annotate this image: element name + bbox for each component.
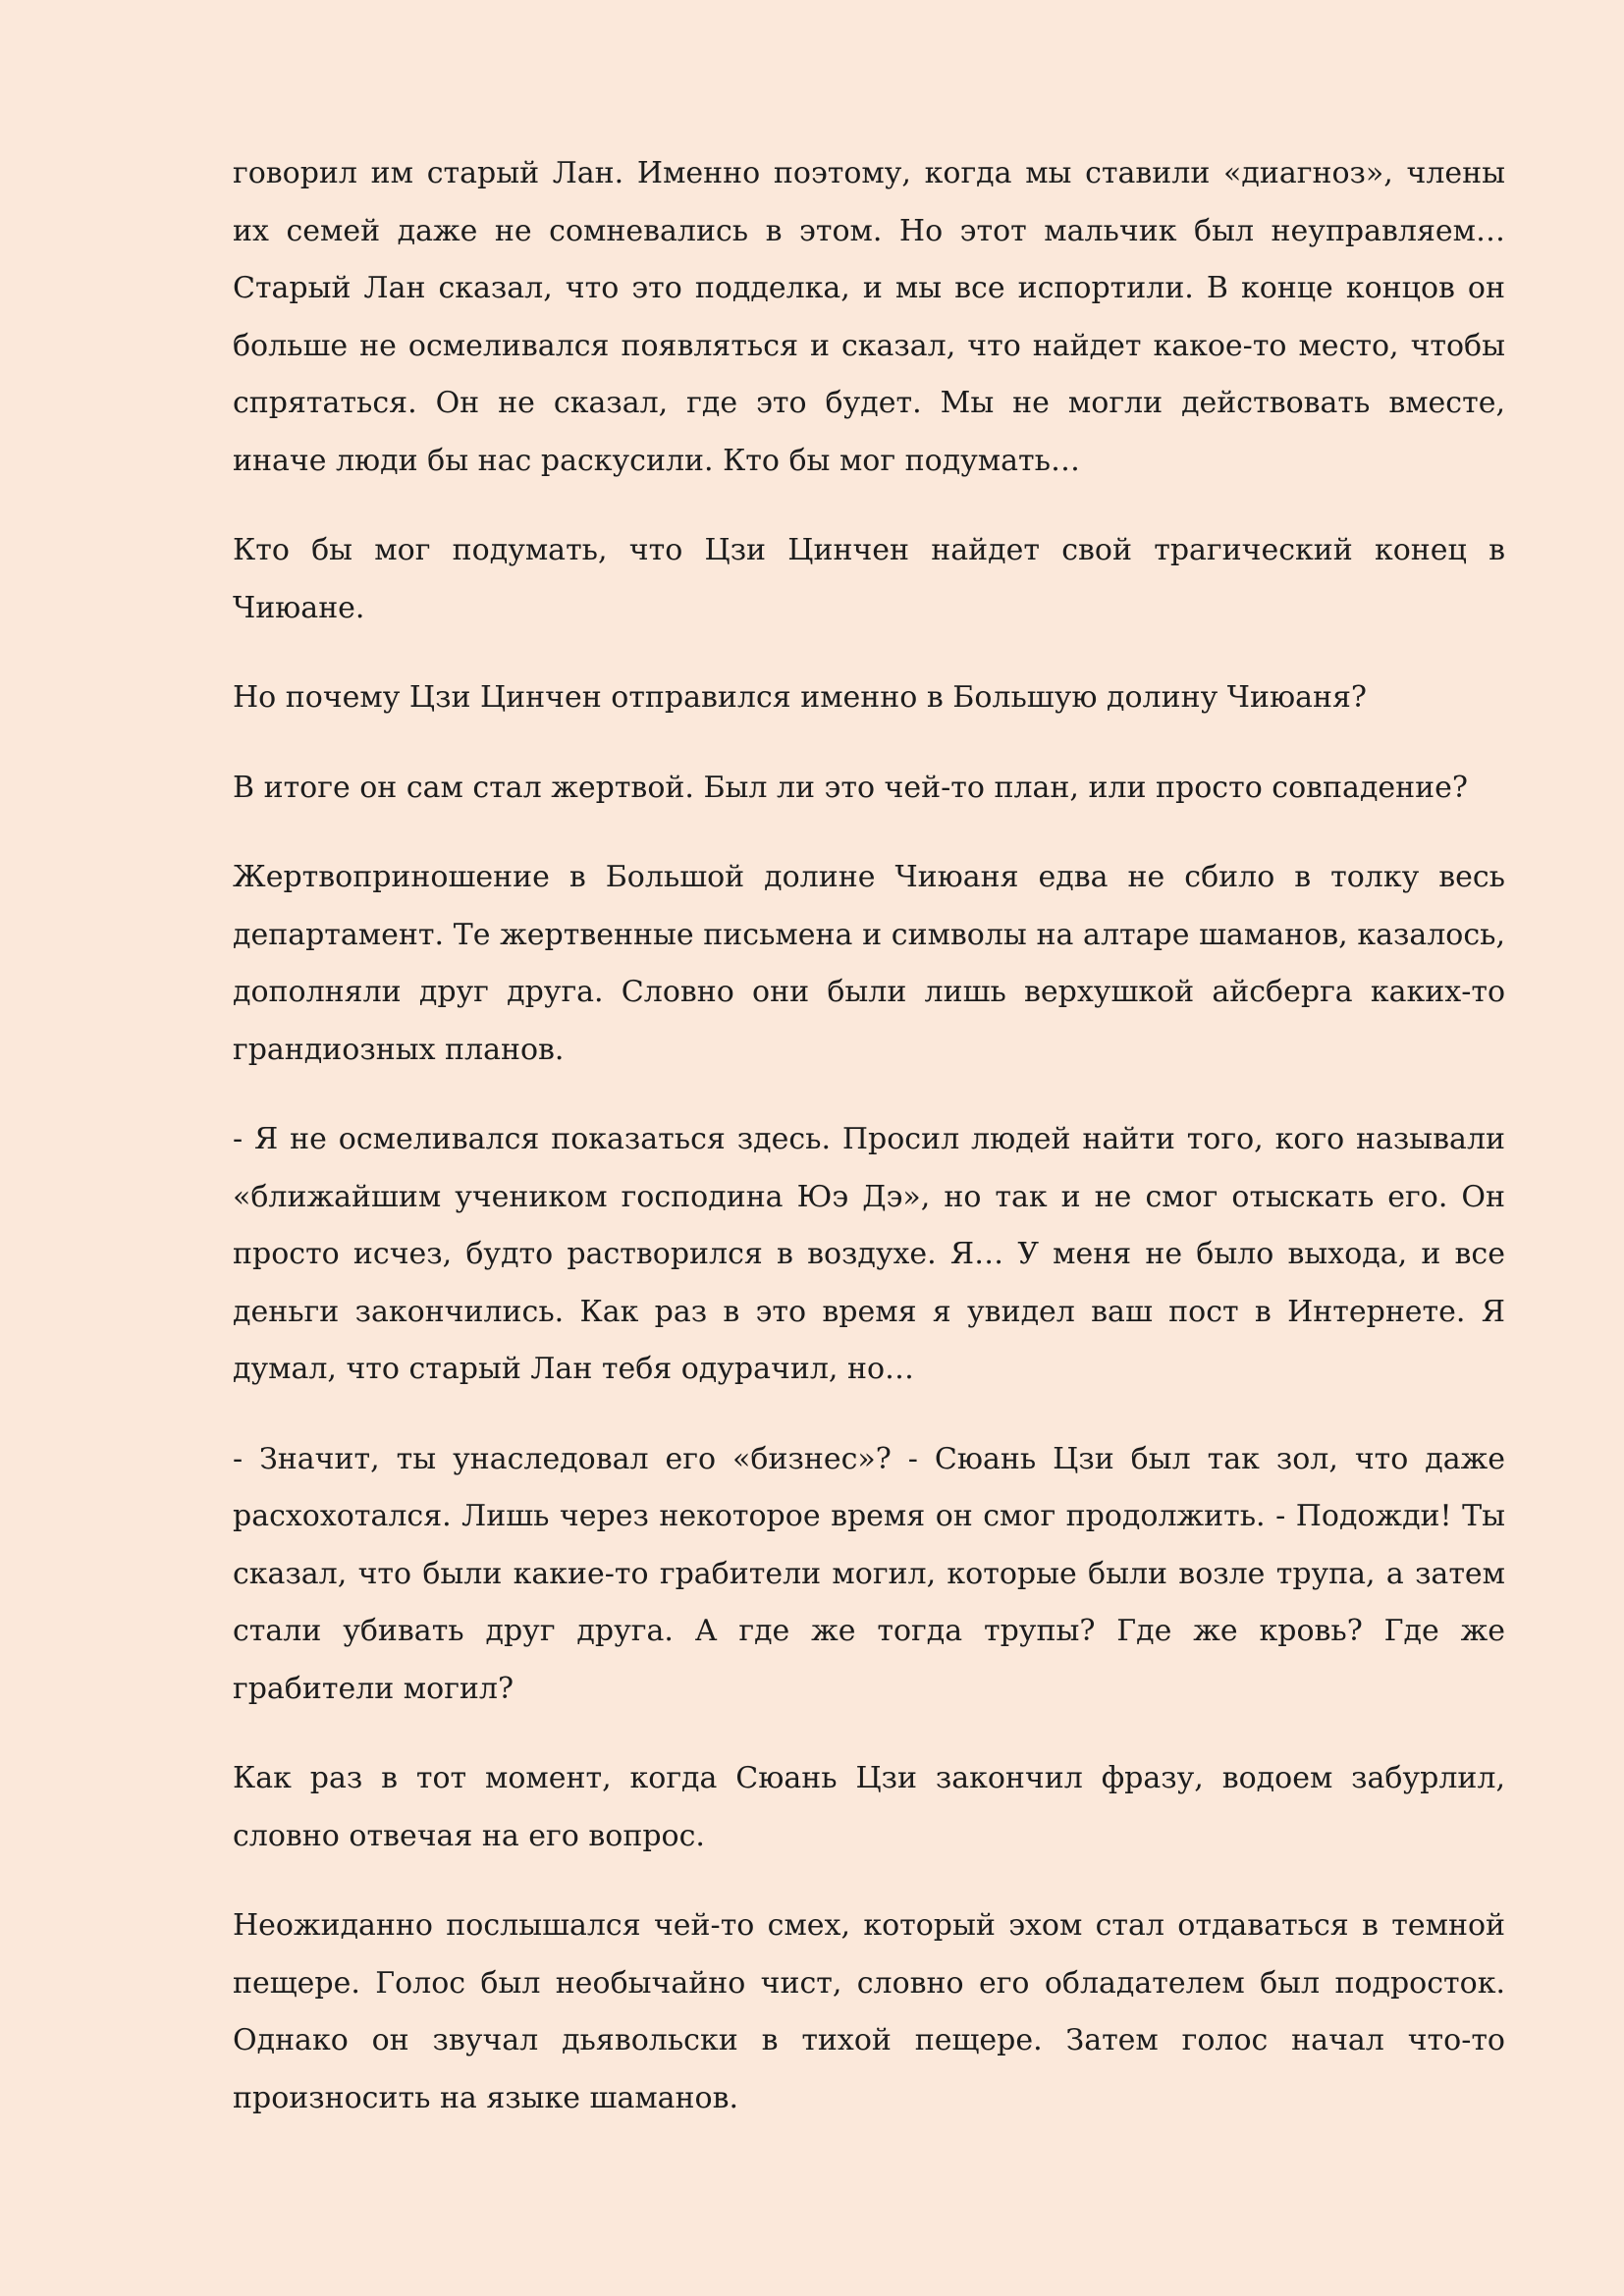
paragraph-5: Жертвоприношение в Большой долине Чиюаня едва не сбило в толку весь департамент. Те жертвенные письмена и символы на алтаре шаманов, казалось, дополняли друг друга. Словно они были лишь верхушкой айсберга каких-то грандиозных планов.	[233, 860, 1505, 1067]
paragraph-7: - Значит, ты унаследовал его «бизнес»? - Сюань Цзи был так зол, что даже расхохотался. Лишь через некоторое время он смог продолжить. - Подожди! Ты сказал, что были какие-то грабители могил, которые были возле трупа, а затем стали убивать друг друга. А где же тогда трупы? Где же кровь? Где же грабители могил?	[233, 1441, 1505, 1706]
paragraph-6: - Я не осмеливался показаться здесь. Просил людей найти того, кого называли «ближайшим учеником господина Юэ Дэ», но так и не смог отыскать его. Он просто исчез, будто растворился в воздухе. Я… У меня не было выхода, и все деньги закончились. Как раз в это время я увидел ваш пост в Интернете. Я думал, что старый Лан тебя одурачил, но…	[233, 1122, 1505, 1386]
paragraph-3: Но почему Цзи Цинчен отправился именно в Большую долину Чиюаня?	[233, 680, 1367, 715]
paragraph-4: В итоге он сам стал жертвой. Был ли это чей-то план, или просто совпадение?	[233, 770, 1468, 805]
paragraph-9: Неожиданно послышался чей-то смех, который эхом стал отдаваться в темной пещере. Голос был необычайно чист, словно его обладателем был подросток. Однако он звучал дьявольски в тихой пещере. Затем голос начал что-то произносить на языке шаманов.	[233, 1908, 1505, 2115]
paragraph-8: Как раз в тот момент, когда Сюань Цзи закончил фразу, водоем забурлил, словно отвечая на его вопрос.	[233, 1761, 1505, 1853]
paragraph-2: Кто бы мог подумать, что Цзи Цинчен найдет свой трагический конец в Чиюане.	[233, 533, 1505, 625]
paragraph-1: говорил им старый Лан. Именно поэтому, когда мы ставили «диагноз», члены их семей даже не сомневались в этом. Но этот мальчик был неуправляем… Старый Лан сказал, что это подделка, и мы все испортили. В конце концов он больше не осмеливался появляться и сказал, что найдет какое-то место, чтобы спрятаться. Он не сказал, где это будет. Мы не могли действовать вместе, иначе люди бы нас раскусили. Кто бы мог подумать…	[233, 156, 1505, 478]
